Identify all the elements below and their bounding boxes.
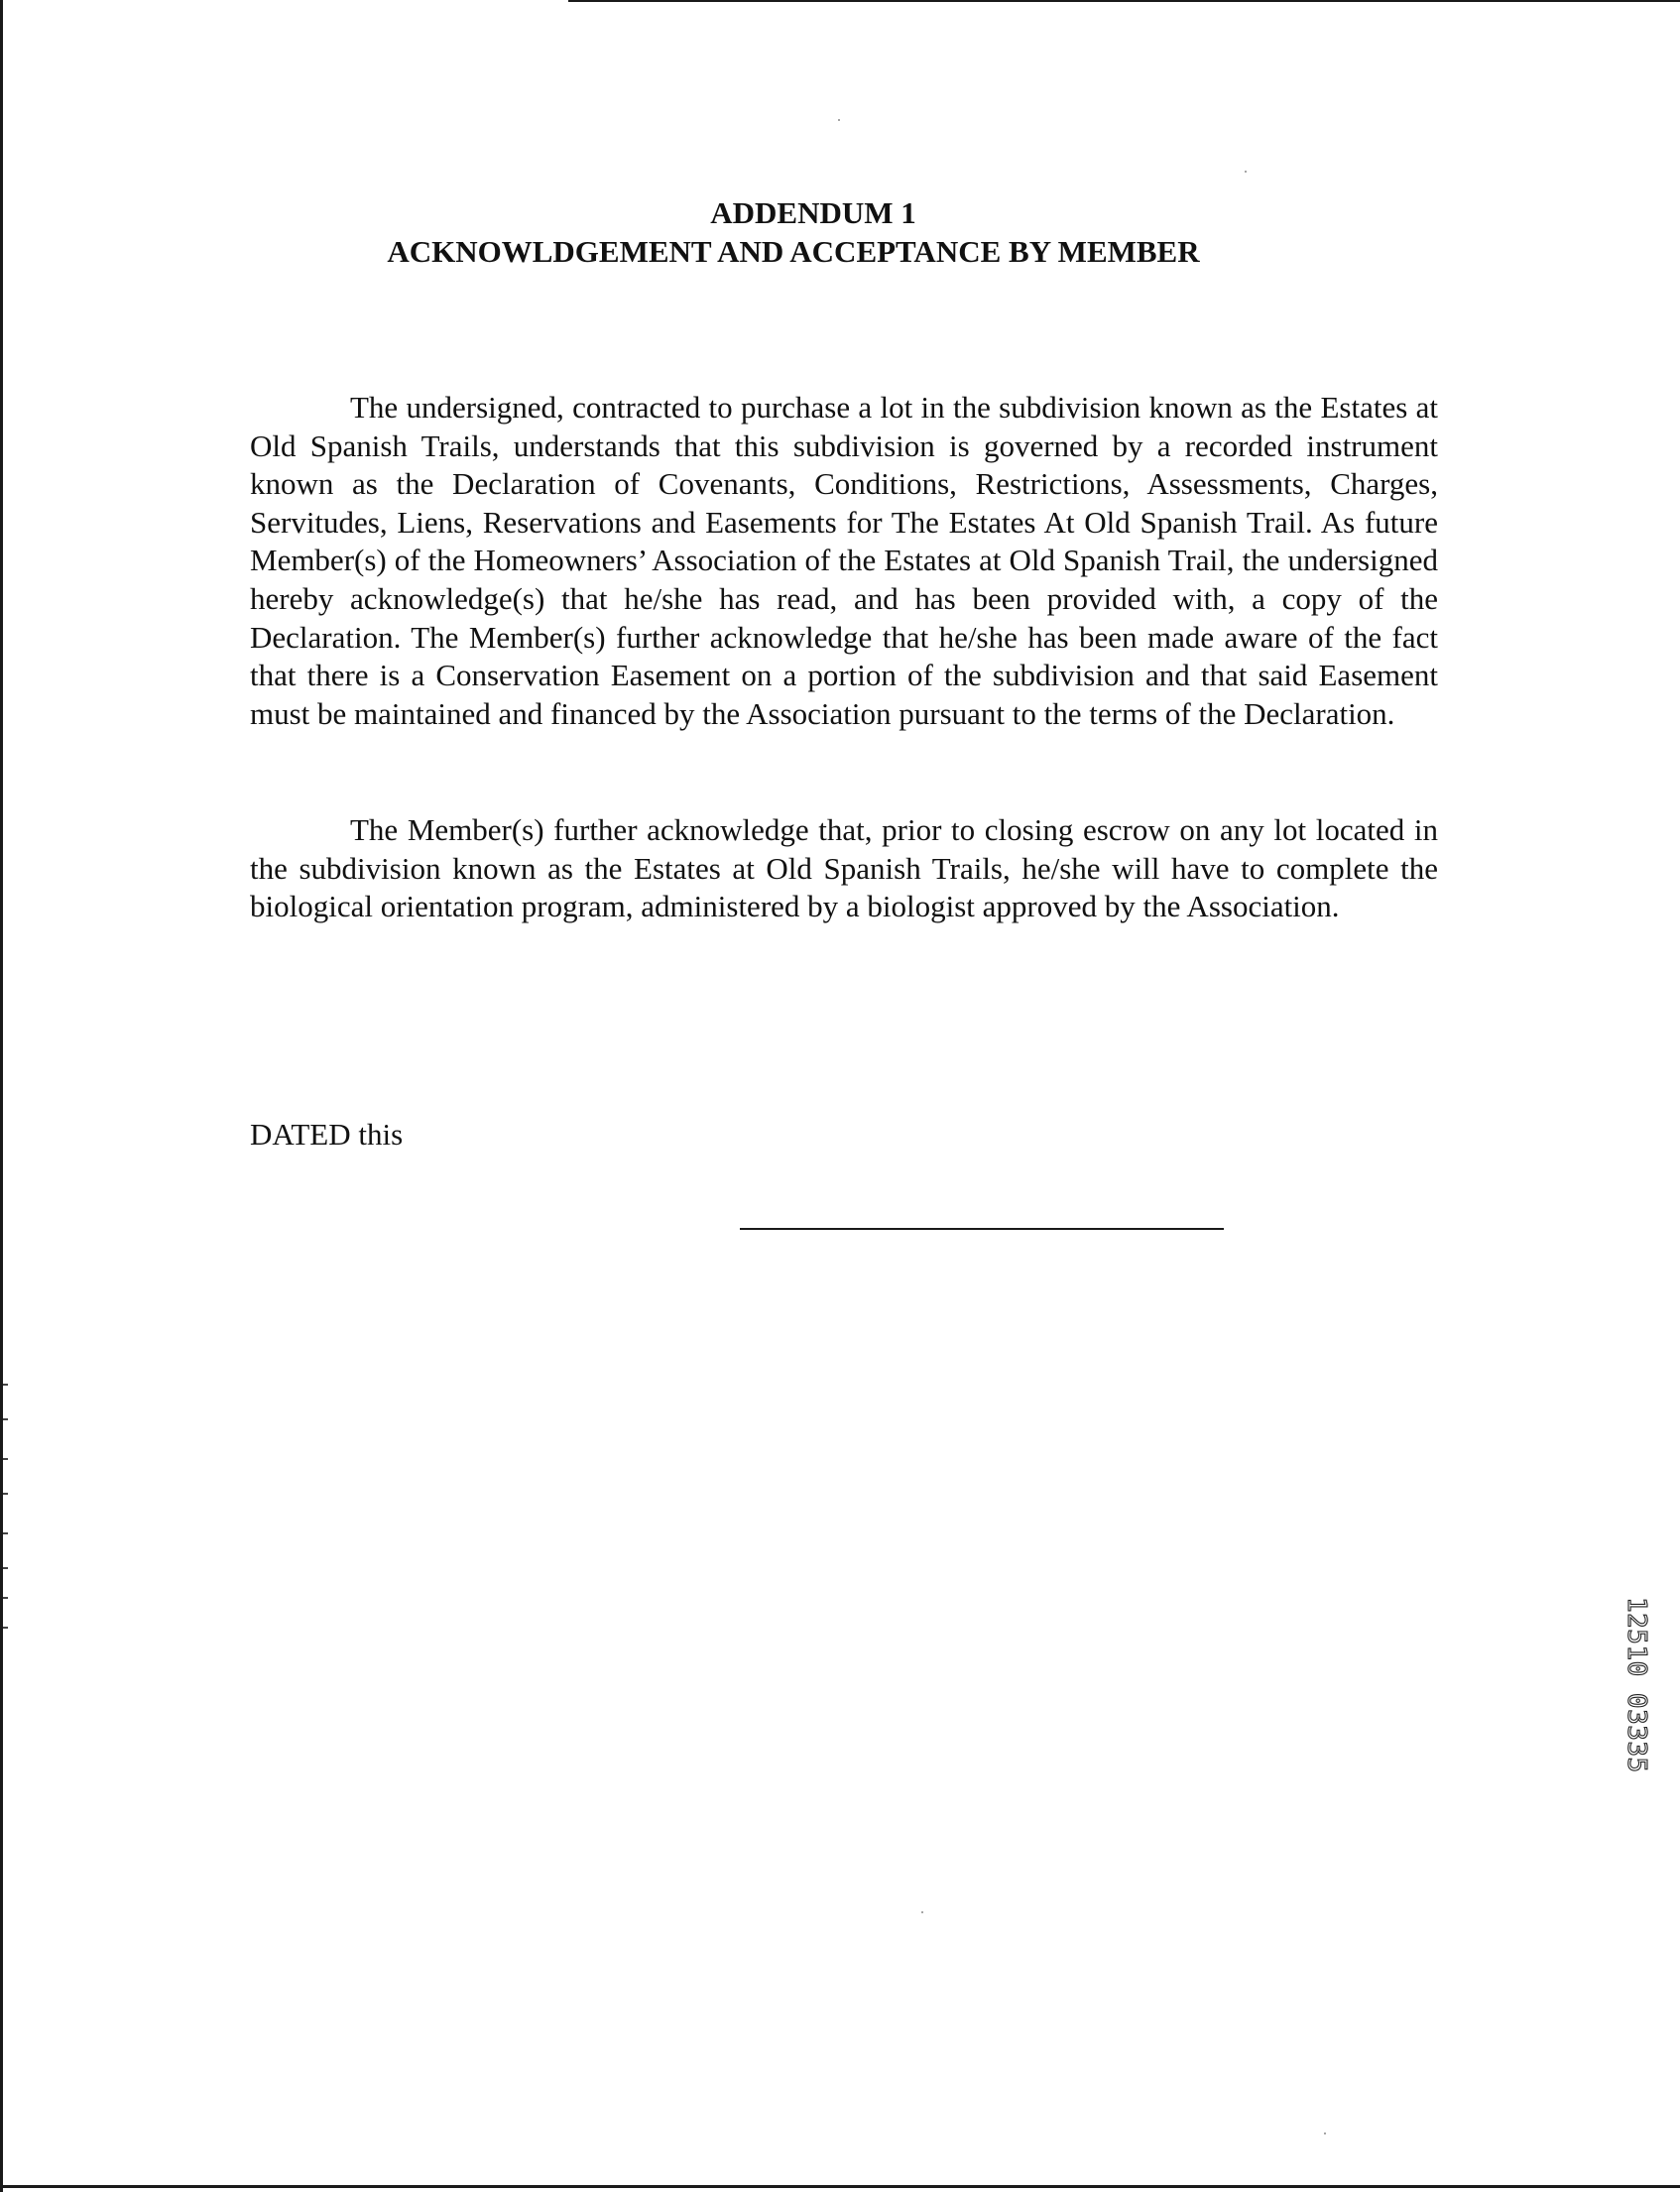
scan-mark: [3, 1627, 8, 1629]
signature-line: [740, 1228, 1224, 1230]
document-number-stamp: [1621, 1597, 1651, 1865]
dated-label: DATED this: [250, 1117, 404, 1152]
scan-mark: [3, 1418, 8, 1420]
addendum-heading: ADDENDUM 1: [710, 195, 916, 230]
acknowledgement-paragraph: The undersigned, contracted to purchase a lot in the subdivision known as the Estates at Old Spanish Trails, understands that this subdivision is governed by a recorded instrument known as the Declaration of Covenants, Conditions, Restrictions, Assessments, Charges, Servitudes, Liens, Reservations and Easements for The Estates At Old Spanish Trail. As future Member(s) of the Homeowners’ Association of the Estates at Old Spanish Trail, the undersigned hereby acknowledge(s) that he/she has read, and has been provided with, a copy of the Declaration. The Member(s) further acknowledge that he/she has been made aware of the fact that there is a Conservation Easement on a portion of the subdivision and that said Easement must be maintained and financed by the Association pursuant to the terms of the Declaration.: [250, 390, 1438, 731]
scan-mark: [3, 1567, 8, 1569]
scan-edge-top: [568, 0, 1680, 2]
scan-mark: [3, 1493, 8, 1495]
scan-mark: [3, 1532, 8, 1534]
scan-mark: [3, 1384, 8, 1386]
addendum-subheading: ACKNOWLDGEMENT AND ACCEPTANCE BY MEMBER: [387, 234, 1200, 269]
scan-speck: [838, 119, 840, 121]
scan-speck: [1324, 2132, 1326, 2134]
scan-edge-bottom: [0, 2185, 1680, 2188]
document-number-text: 12510 03335: [1621, 1597, 1651, 1773]
document-number-stamp-graphic: [1621, 1597, 1651, 1865]
scan-speck: [921, 1911, 923, 1913]
scan-speck: [1245, 171, 1247, 173]
scan-mark: [3, 1458, 8, 1460]
scan-edge-left: [0, 0, 3, 2192]
scan-mark: [3, 1597, 8, 1599]
orientation-paragraph: The Member(s) further acknowledge that, prior to closing escrow on any lot located in the subdivision known as the Estates at Old Spanish Trails, he/she will have to complete the biological orientation program, administered by a biologist approved by the Association.: [250, 812, 1438, 924]
